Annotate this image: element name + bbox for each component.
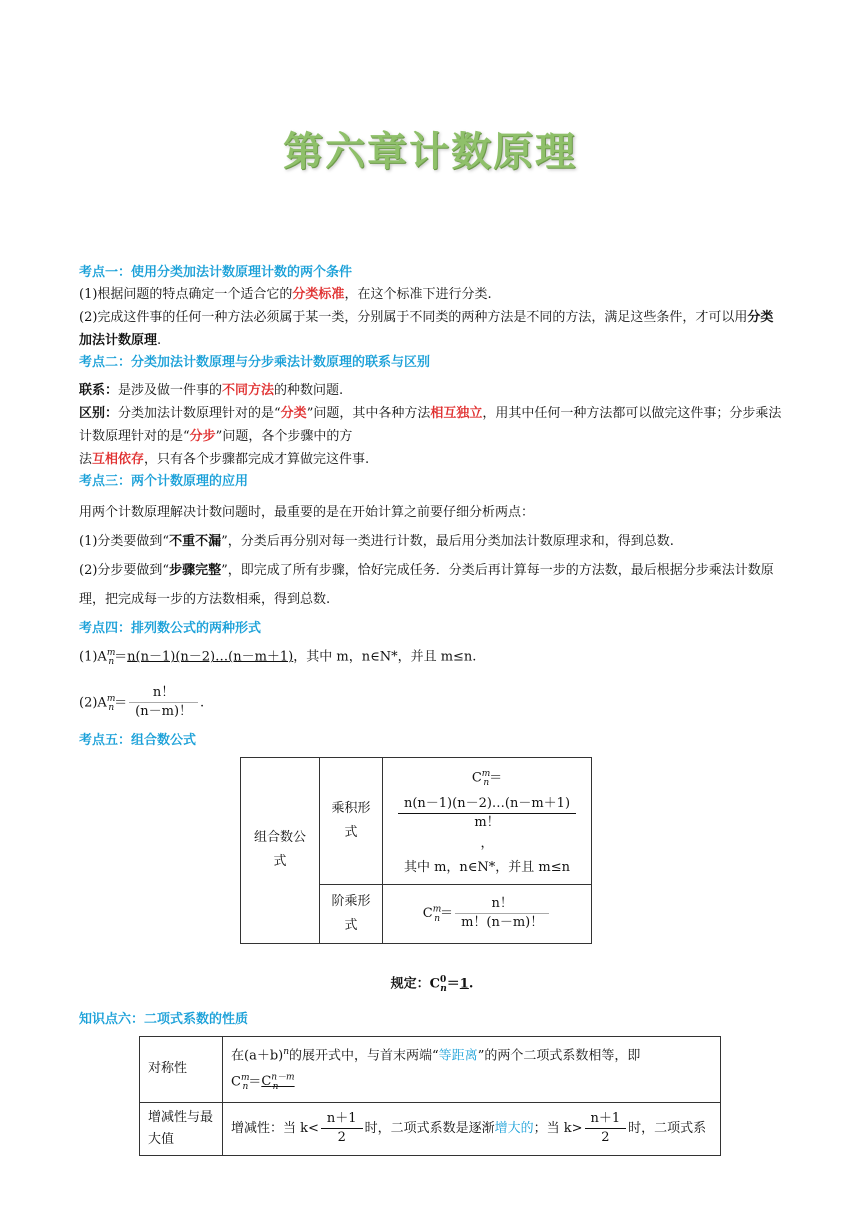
monotonicity-text: 增减性：当 k< $\frac{n+1}{2}$ 时，二项式系数是逐渐增大的；当 k> $\frac{n+1}{2}$ 时，二项式系: [223, 1102, 721, 1155]
document-body: [79, 262, 785, 1156]
factorial-form-formula: $C^m_n=$ $\frac{n!}{m!(n-m)!}$: [383, 884, 592, 943]
section-heading-1: 考点一：使用分类加法计数原理计数的两个条件: [79, 265, 353, 280]
combination-table: [240, 757, 592, 944]
emphasis-text: 分类标准: [292, 287, 345, 302]
combination-row-head: 组合数公式: [241, 757, 320, 943]
monotonicity-label: 增减性与最大值: [140, 1102, 223, 1155]
combination-rule: 规定：$C^0_n=1$.: [390, 974, 474, 994]
binomial-table: [139, 1036, 721, 1156]
permutation-formula-2: $(2)A^m_n=$ $\frac{n!}{(n-m)!}$ .: [79, 685, 205, 720]
s3-point-2: (2)分步要做到“步骤完整”，即完成了所有步骤，恰好完成任务．分类后再计算每一步的方法数，最后根据分步乘法计数原理，把完成每一步的方法数相乘，得到总数.: [79, 563, 774, 607]
section-heading-2: 考点二：分类加法计数原理与分步乘法计数原理的联系与区别: [79, 355, 431, 370]
s1-paragraph-2: (2)完成这件事的任何一种方法必须属于某一类，分别属于不同类的两种方法是不同的方法，满足这些条件，才可以用分类加法计数原理.: [79, 310, 774, 348]
fraction: $\frac{n!}{(n-m)!}$: [129, 684, 198, 721]
s2-lianxi: 联系：是涉及做一件事的不同方法的种数问题.: [79, 383, 344, 398]
s2-qubie-cont: 法互相依存，只有各个步骤都完成才算做完这件事.: [79, 452, 370, 467]
permutation-formula-1: $(1)A^m_n=n(n-1)(n-2)\dots(n-m+1)$，其中 m，n∈N*，并且 m≤n.: [79, 648, 477, 667]
product-form-label: 乘积形式: [320, 757, 383, 884]
symmetry-text: 在$(a+b)^n$的展开式中，与首末两端“等距离”的两个二项式系数相等，即 $C^m_n=C^{n-m}_n$: [223, 1036, 721, 1102]
s3-point-1: (1)分类要做到“不重不漏”，分类后再分别对每一类进行计数，最后用分类加法计数原理求和，得到总数.: [79, 534, 674, 549]
section-heading-3: 考点三：两个计数原理的应用: [79, 474, 249, 489]
product-form-formula: $C^m_n=$ $\frac{n(n-1)(n-2)\dots(n-m+1)}{m!}$ ， 其中 m，n∈N*，并且 m≤n: [383, 757, 592, 884]
s3-intro: 用两个计数原理解决计数问题时，最重要的是在开始计算之前要仔细分析两点：: [79, 505, 535, 520]
factorial-form-label: 阶乘形式: [320, 884, 383, 943]
page-title: 第六章计数原理: [283, 129, 577, 175]
symmetry-label: 对称性: [140, 1036, 223, 1102]
s2-qubie: 区别：分类加法计数原理针对的是“分类”问题，其中各种方法相互独立，用其中任何一种方法都可以做完这件事；分步乘法计数原理针对的是“分步”问题，各个步骤中的方: [79, 406, 782, 444]
section-heading-6: 知识点六：二项式系数的性质: [79, 1011, 249, 1027]
s1-paragraph-1: (1)根据问题的特点确定一个适合它的分类标准，在这个标准下进行分类.: [79, 287, 492, 302]
section-heading-4: 考点四：排列数公式的两种形式: [79, 621, 262, 636]
bold-text: 分类加法计数原理: [79, 310, 774, 348]
section-heading-5: 考点五：组合数公式: [79, 732, 197, 748]
